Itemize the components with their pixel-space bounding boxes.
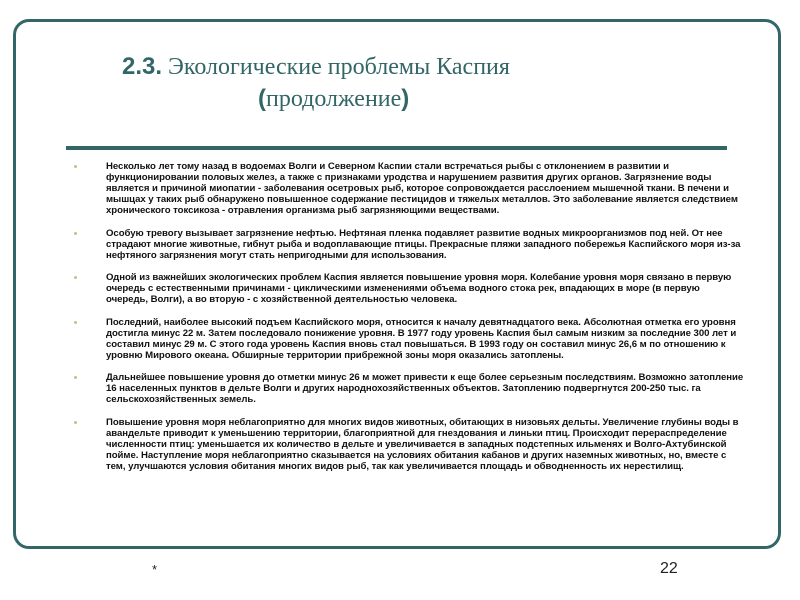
bullet-icon bbox=[74, 165, 77, 168]
paragraph-text: Повышение уровня моря неблагоприятно для многих видов животных, обитающих в низовьях дельты. Увеличение глубины воды в авандельте приводит к уменьшению территории, благоприятной для гнездования и линьки птиц. Происходит перераспределение численности птиц: уменьшается их количество в дельте и увеличивается в западных подстепных ильменях и Волго-Ахтубинской пойме. Наступление моря неблагоприятно сказывается на условиях обитания кабанов и других наземных животных, но, вместе с тем, улучшаются условия обитания многих видов рыб, так как увеличивается площадь и обводненность их нерестилищ. bbox=[106, 416, 739, 472]
subtitle-text: продолжение bbox=[266, 86, 402, 112]
title-divider bbox=[66, 146, 727, 150]
footer-marker: * bbox=[152, 562, 158, 577]
bullet-icon bbox=[74, 376, 77, 379]
list-item bbox=[74, 317, 744, 361]
title-number: 2.3. bbox=[122, 53, 163, 80]
paragraph-text: Особую тревогу вызывает загрязнение нефтью. Нефтяная пленка подавляет развитие водных микроорганизмов под ней. От нее страдают многие животные, гибнут рыба и водоплавающие птицы. Прекрасные пляжи западного побережья Каспийского моря из-за нефтяного загрязнения могут стать непригодными для использования. bbox=[106, 227, 741, 261]
list-item bbox=[74, 161, 744, 216]
list-item bbox=[74, 228, 744, 261]
bullet-icon bbox=[74, 421, 77, 424]
subtitle-close-paren: ) bbox=[401, 85, 410, 112]
bullet-icon bbox=[74, 321, 77, 324]
bullet-icon bbox=[74, 276, 77, 279]
list-item bbox=[74, 417, 744, 472]
page-number: 22 bbox=[660, 560, 678, 577]
bullet-icon bbox=[74, 232, 77, 235]
title-text: Экологические проблемы Каспия bbox=[168, 54, 510, 80]
subtitle-open-paren: ( bbox=[258, 85, 266, 112]
paragraph-text: Одной из важнейших экологических проблем Каспия является повышение уровня моря. Колебание уровня моря связано в первую очередь с естественными причинами - циклическими изменениями объема водного стока рек, впадающих в море (в первую очередь, Волги), а во вторую - с хозяйственной деятельностью человека. bbox=[106, 272, 732, 305]
list-item bbox=[74, 272, 744, 305]
paragraph-text: Дальнейшее повышение уровня до отметки минус 26 м может привести к еще более серьезным последствиям. Возможно затопление 16 населенных пунктов в дельте Волги и других народнохозяйственных объектов. Затоплению подвергнутся 200-250 тыс. га сельскохозяйственных земель. bbox=[106, 372, 744, 405]
list-item bbox=[74, 372, 744, 405]
bullet-list bbox=[74, 161, 744, 483]
paragraph-text: Последний, наиболее высокий подъем Каспийского моря, относится к началу девятнадцатого века. Абсолютная отметка его уровня достигла минус 22 м. Затем последовало понижение уровня. В 1977 году уровень Каспия был самым низким за последние 300 лет и составил минус 29 м. С этого года уровень Каспия вновь стал повышаться. В 1993 году он составил минус 26,6 м по отношению к уровню Мирового океана. Обширные территории прибрежной зоны моря оказались затоплены. bbox=[106, 316, 737, 361]
title-line-2 bbox=[258, 84, 409, 114]
paragraph-text: Несколько лет тому назад в водоемах Волги и Северном Каспии стали встречаться рыбы с отклонением в развитии и функционировании половых желез, а также с признаками уродства и нарушением развития других органов. Загрязнение воды является и причиной миопатии - заболевания осетровых рыб, которое сопровождается расслоением мышечной ткани. В печени и мышцах у таких рыб обнаружено повышенное содержание пестицидов и тяжелых металлов. Это заболевание является следствием хронического токсикоза - отравления организма рыб загрязняющими веществами. bbox=[106, 161, 738, 216]
title-line-1 bbox=[122, 52, 510, 82]
